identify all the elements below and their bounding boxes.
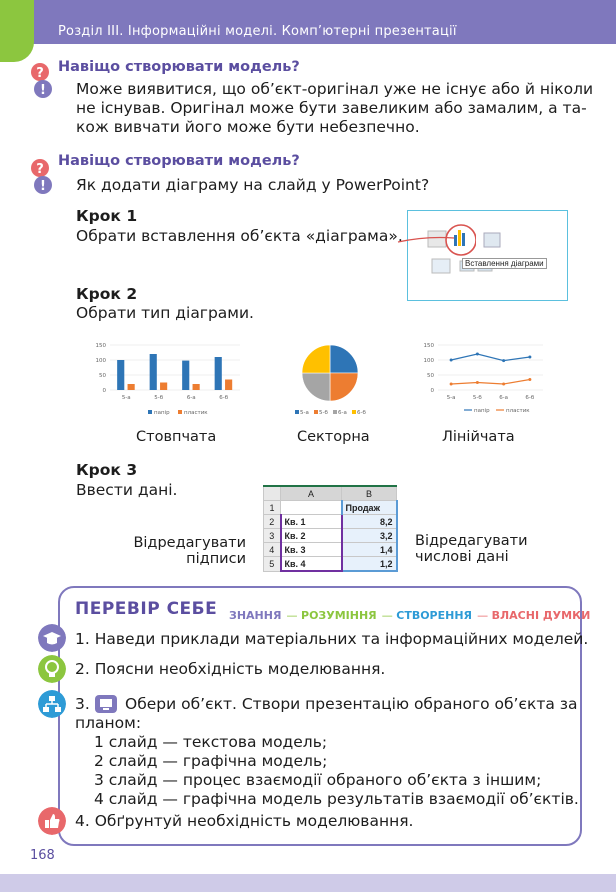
level-knowledge: ЗНАННЯ (229, 609, 282, 622)
y-tick-label: 0 (430, 388, 434, 394)
pointer-arrow (396, 220, 476, 260)
bar-chart (90, 338, 250, 423)
svg-text:!: ! (40, 179, 46, 194)
col-header: B (342, 486, 397, 501)
legend-label: 5-б (319, 410, 328, 416)
y-tick-label: 50 (427, 373, 434, 379)
x-tick-label: 6-б (219, 395, 229, 401)
svg-text:?: ? (36, 162, 44, 177)
col-header: A (281, 486, 342, 501)
row-number: 3 (264, 529, 281, 543)
series-line (451, 354, 530, 361)
graduation-cap-icon (38, 624, 66, 652)
spreadsheet (263, 485, 398, 572)
legend-label: папір (154, 410, 170, 416)
legend-swatch (295, 410, 299, 414)
answer-line: не існував. Оригінал може бути завеликим або замалим, а та- (76, 99, 587, 117)
legend-swatch (333, 410, 337, 414)
bar (182, 361, 189, 390)
task-3-prefix: 3. (75, 695, 90, 713)
series-line (451, 380, 530, 385)
step-3-text: Ввести дані. (76, 481, 178, 499)
cell[interactable]: 1,4 (342, 543, 397, 557)
answer-line: кож вивчати його може бути небезпечно. (76, 118, 420, 136)
plan-item: 1 слайд — текстова модель; (94, 733, 328, 751)
pie-slice (302, 345, 330, 373)
x-tick-label: 6-а (499, 395, 509, 401)
note-line: Відредагувати (415, 533, 528, 549)
data-point (502, 383, 505, 386)
edit-values-note (415, 533, 528, 565)
bar (193, 384, 200, 390)
row-number: 5 (264, 557, 281, 572)
row-number: 1 (264, 501, 281, 515)
pie-slice (330, 345, 358, 373)
check-yourself-title: ПЕРЕВІР СЕБЕ (75, 599, 218, 619)
corner-cell (264, 486, 281, 501)
legend-label: 5-а (300, 410, 309, 416)
svg-text:?: ? (36, 66, 44, 81)
legend-label: пластик (184, 410, 208, 416)
intro-text: Як додати діаграму на слайд у PowerPoint? (76, 176, 430, 194)
thumbs-up-icon (38, 807, 66, 835)
cell[interactable]: Кв. 3 (281, 543, 342, 557)
bar (225, 380, 232, 391)
cell[interactable]: Кв. 2 (281, 529, 342, 543)
question-icon (30, 62, 54, 100)
data-point (476, 381, 479, 384)
header-green-tab (0, 0, 34, 62)
section-title: Розділ ІІІ. Інформаційні моделі. Комп’ютерні презентації (58, 24, 457, 39)
x-tick-label: 5-б (154, 395, 164, 401)
cell[interactable]: 1,2 (342, 557, 397, 572)
pie-slice (330, 373, 358, 401)
legend-label: пластик (506, 408, 530, 414)
level-own-thoughts: ВЛАСНІ ДУМКИ (491, 609, 591, 622)
footer-bar (0, 874, 616, 892)
question-icon (30, 158, 54, 196)
data-point (528, 378, 531, 381)
line-chart (418, 338, 548, 423)
level-legend: ЗНАННЯ — РОЗУМІННЯ — СТВОРЕННЯ — ВЛАСНІ ДУМКИ (229, 609, 591, 622)
line-chart-caption: Лінійчата (442, 429, 515, 445)
question-heading-2: Навіщо створювати модель? (58, 153, 300, 169)
bar (128, 384, 135, 390)
bar (150, 354, 157, 390)
task-3-text: Обери об’єкт. Створи презентацію обраного об’єкта за (125, 695, 578, 713)
lightbulb-icon (38, 655, 66, 683)
bar (160, 383, 167, 391)
cell[interactable]: Кв. 4 (281, 557, 342, 572)
svg-text:!: ! (40, 83, 46, 98)
x-tick-label: 5-б (472, 395, 482, 401)
legend-label: папір (474, 408, 490, 414)
legend-label: 6-б (357, 410, 366, 416)
cell[interactable]: Продаж (342, 501, 397, 515)
data-point (450, 383, 453, 386)
structure-icon (38, 690, 66, 718)
y-tick-label: 0 (102, 388, 106, 394)
note-line: Відредагувати (133, 535, 246, 551)
chart-tooltip: Вставлення діаграми (462, 258, 547, 269)
task-2: 2. Поясни необхідність моделювання. (75, 660, 386, 678)
legend-swatch (178, 410, 182, 414)
y-tick-label: 150 (95, 343, 106, 349)
legend-swatch (148, 410, 152, 414)
data-point (450, 359, 453, 362)
answer-line: Може виявитися, що об’єкт-оригінал уже не існує або й ніколи (76, 80, 594, 98)
step-1-text: Обрати вставлення об’єкта «діаграма». (76, 227, 403, 245)
cell[interactable] (281, 501, 342, 515)
task-1: 1. Наведи приклади матеріальних та інформаційних моделей. (75, 630, 589, 648)
note-line: підписи (186, 551, 246, 567)
task-3-continuation: планом: (75, 714, 142, 732)
level-creation: СТВОРЕННЯ (396, 609, 473, 622)
legend-swatch (314, 410, 318, 414)
step-3-title: Крок 3 (76, 461, 138, 479)
data-point (476, 353, 479, 356)
data-point (528, 356, 531, 359)
task-4: 4. Обґрунтуй необхідність моделювання. (75, 812, 414, 830)
cell[interactable]: 3,2 (342, 529, 397, 543)
plan-item: 3 слайд — процес взаємодії обраного об’єкта з іншим; (94, 771, 542, 789)
step-2-title: Крок 2 (76, 285, 138, 303)
pie-chart (285, 338, 380, 423)
edit-labels-note (132, 535, 246, 567)
slide-plan-list (94, 733, 579, 809)
page-number: 168 (30, 848, 55, 863)
y-tick-label: 50 (99, 373, 106, 379)
x-tick-label: 5-а (446, 395, 456, 401)
bar-chart-caption: Стовпчата (136, 429, 217, 445)
step-2-text: Обрати тип діаграми. (76, 304, 254, 322)
pie-slice (302, 373, 330, 401)
step-1-title: Крок 1 (76, 207, 138, 225)
computer-icon (95, 695, 117, 713)
x-tick-label: 5-а (121, 395, 131, 401)
x-tick-label: 6-а (186, 395, 196, 401)
y-tick-label: 100 (95, 358, 106, 364)
pie-chart-caption: Секторна (297, 429, 370, 445)
note-line: числові дані (415, 549, 509, 565)
legend-label: 6-а (338, 410, 347, 416)
plan-item: 2 слайд — графічна модель; (94, 752, 328, 770)
legend-swatch (352, 410, 356, 414)
bar (215, 357, 222, 390)
cell[interactable]: Кв. 1 (281, 515, 342, 529)
cell[interactable]: 8,2 (342, 515, 397, 529)
answer-paragraph (76, 80, 593, 137)
y-tick-label: 100 (423, 358, 434, 364)
y-tick-label: 150 (423, 343, 434, 349)
data-point (502, 359, 505, 362)
row-number: 2 (264, 515, 281, 529)
question-heading-1: Навіщо створювати модель? (58, 59, 300, 75)
plan-item: 4 слайд — графічна модель результатів взаємодії об’єктів. (94, 790, 579, 808)
bar (117, 360, 124, 390)
row-number: 4 (264, 543, 281, 557)
level-understanding: РОЗУМІННЯ (301, 609, 377, 622)
x-tick-label: 6-б (525, 395, 535, 401)
